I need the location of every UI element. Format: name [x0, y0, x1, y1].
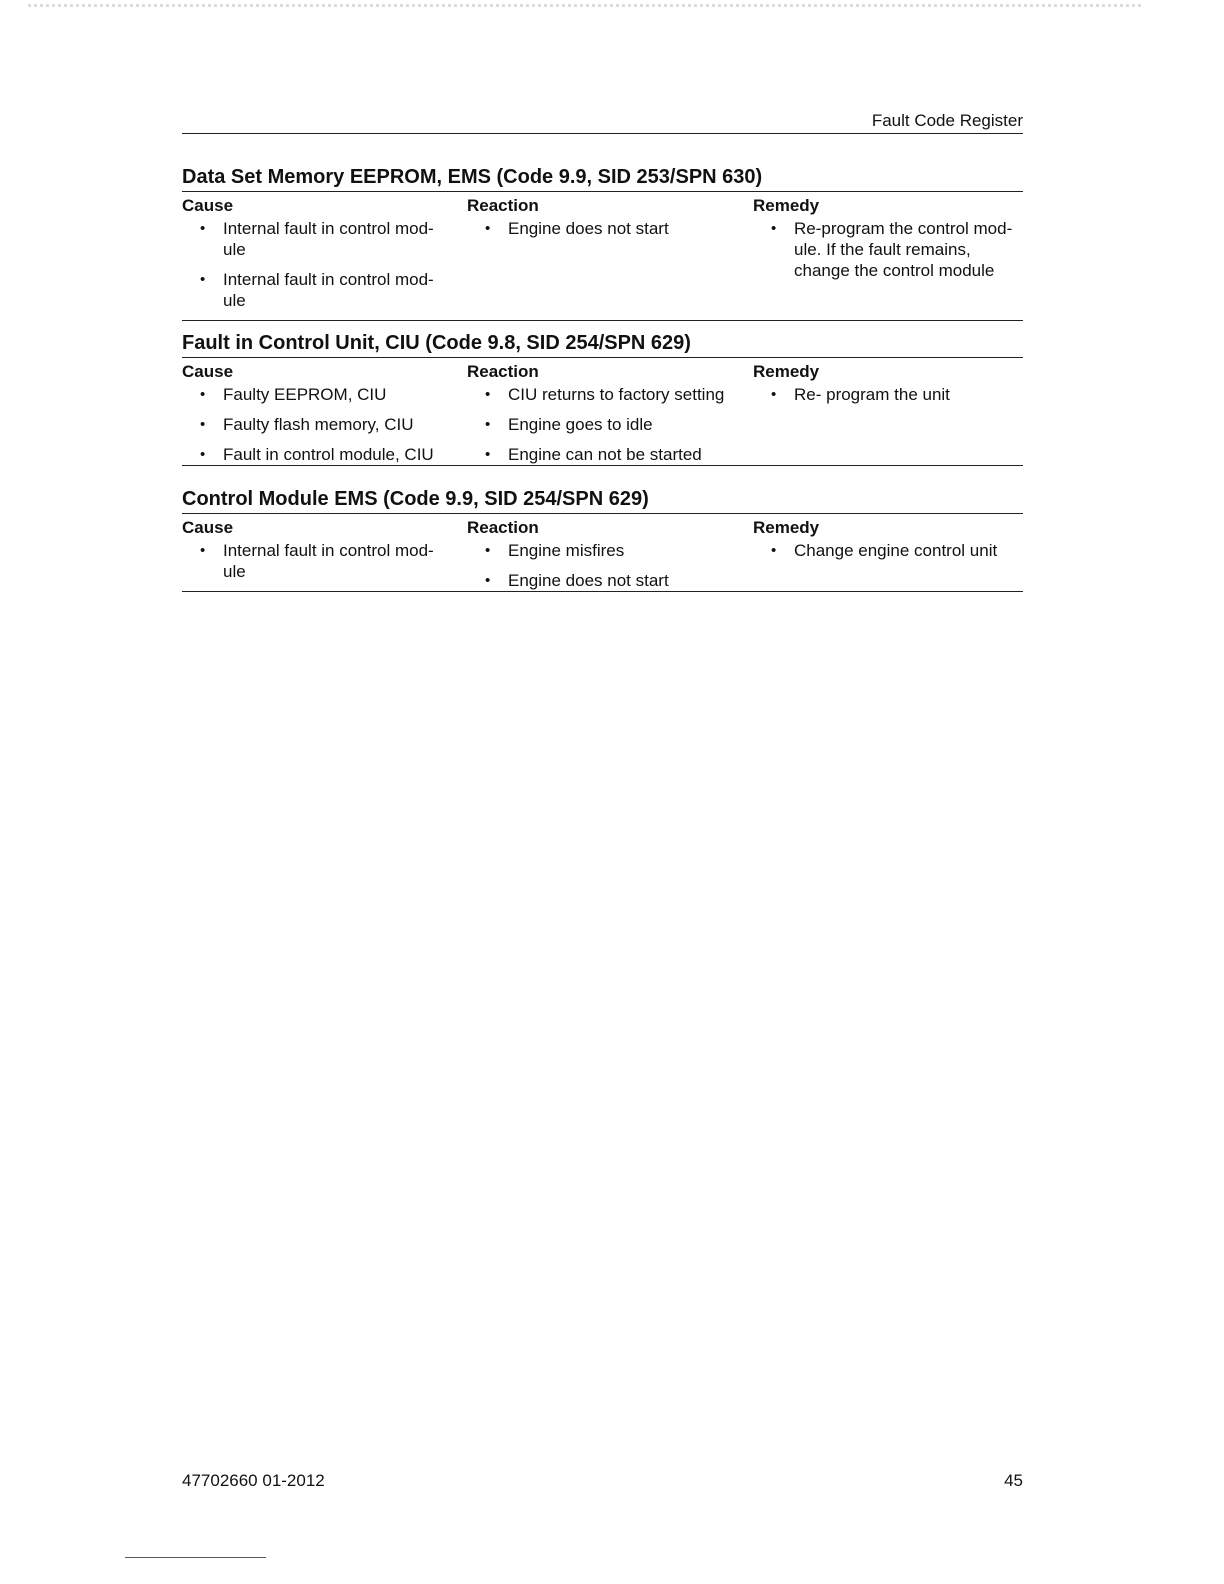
cause-list — [182, 384, 467, 465]
list-item: • Internal fault in control mod-ule — [182, 540, 453, 582]
remedy-heading: Remedy — [753, 196, 820, 215]
list-item: • Re- program the unit — [753, 384, 1023, 405]
cause-list — [182, 540, 467, 582]
scan-artifact-top — [28, 4, 1144, 7]
reaction-list — [467, 540, 753, 591]
cause-heading: Cause — [182, 518, 234, 537]
page-header — [182, 111, 1023, 134]
document-number: 47702660 01-2012 — [182, 1471, 325, 1490]
list-item: • Internal fault in control mod-ule — [182, 269, 453, 311]
section-title: Control Module EMS (Code 9.9, SID 254/SPN 629) — [182, 487, 1023, 514]
scan-artifact-rule — [125, 1557, 266, 1558]
reaction-list — [467, 384, 753, 465]
fault-section-ciu — [182, 331, 1023, 466]
remedy-column — [753, 195, 1023, 320]
fault-section-eeprom — [182, 165, 1023, 321]
list-item: • Engine does not start — [467, 218, 753, 239]
cause-list — [182, 218, 467, 311]
remedy-column — [753, 361, 1023, 465]
reaction-heading: Reaction — [467, 518, 539, 537]
reaction-heading: Reaction — [467, 196, 539, 215]
list-item: • CIU returns to factory setting — [467, 384, 753, 405]
fault-table — [182, 514, 1023, 592]
list-item: • Fault in control module, CIU — [182, 444, 467, 465]
cause-heading: Cause — [182, 196, 234, 215]
remedy-heading: Remedy — [753, 518, 820, 537]
page-number: 45 — [1004, 1471, 1023, 1490]
fault-section-control-module — [182, 487, 1023, 592]
remedy-column — [753, 517, 1023, 591]
remedy-list — [753, 384, 1023, 405]
reaction-heading: Reaction — [467, 362, 539, 381]
remedy-list — [753, 218, 1023, 281]
list-item: • Engine goes to idle — [467, 414, 753, 435]
page-header-title: Fault Code Register — [871, 111, 1023, 130]
list-item: • Engine can not be started — [467, 444, 753, 465]
reaction-column — [467, 517, 753, 591]
reaction-column — [467, 195, 753, 320]
remedy-heading: Remedy — [753, 362, 820, 381]
fault-table — [182, 192, 1023, 321]
page-footer — [182, 1471, 1023, 1491]
list-item: • Change engine control unit — [753, 540, 1023, 561]
list-item: • Engine does not start — [467, 570, 753, 591]
list-item: • Re-program the control mod-ule. If the fault remains, change the control module — [753, 218, 1029, 281]
list-item: • Faulty flash memory, CIU — [182, 414, 467, 435]
section-title: Fault in Control Unit, CIU (Code 9.8, SID 254/SPN 629) — [182, 331, 1023, 358]
cause-column — [182, 361, 467, 465]
reaction-list — [467, 218, 753, 239]
reaction-column — [467, 361, 753, 465]
cause-column — [182, 517, 467, 591]
list-item: • Internal fault in control mod-ule — [182, 218, 453, 260]
section-title: Data Set Memory EEPROM, EMS (Code 9.9, SID 253/SPN 630) — [182, 165, 1023, 192]
cause-heading: Cause — [182, 362, 234, 381]
cause-column — [182, 195, 467, 320]
fault-table — [182, 358, 1023, 466]
list-item: • Faulty EEPROM, CIU — [182, 384, 467, 405]
list-item: • Engine misfires — [467, 540, 753, 561]
remedy-list — [753, 540, 1023, 561]
